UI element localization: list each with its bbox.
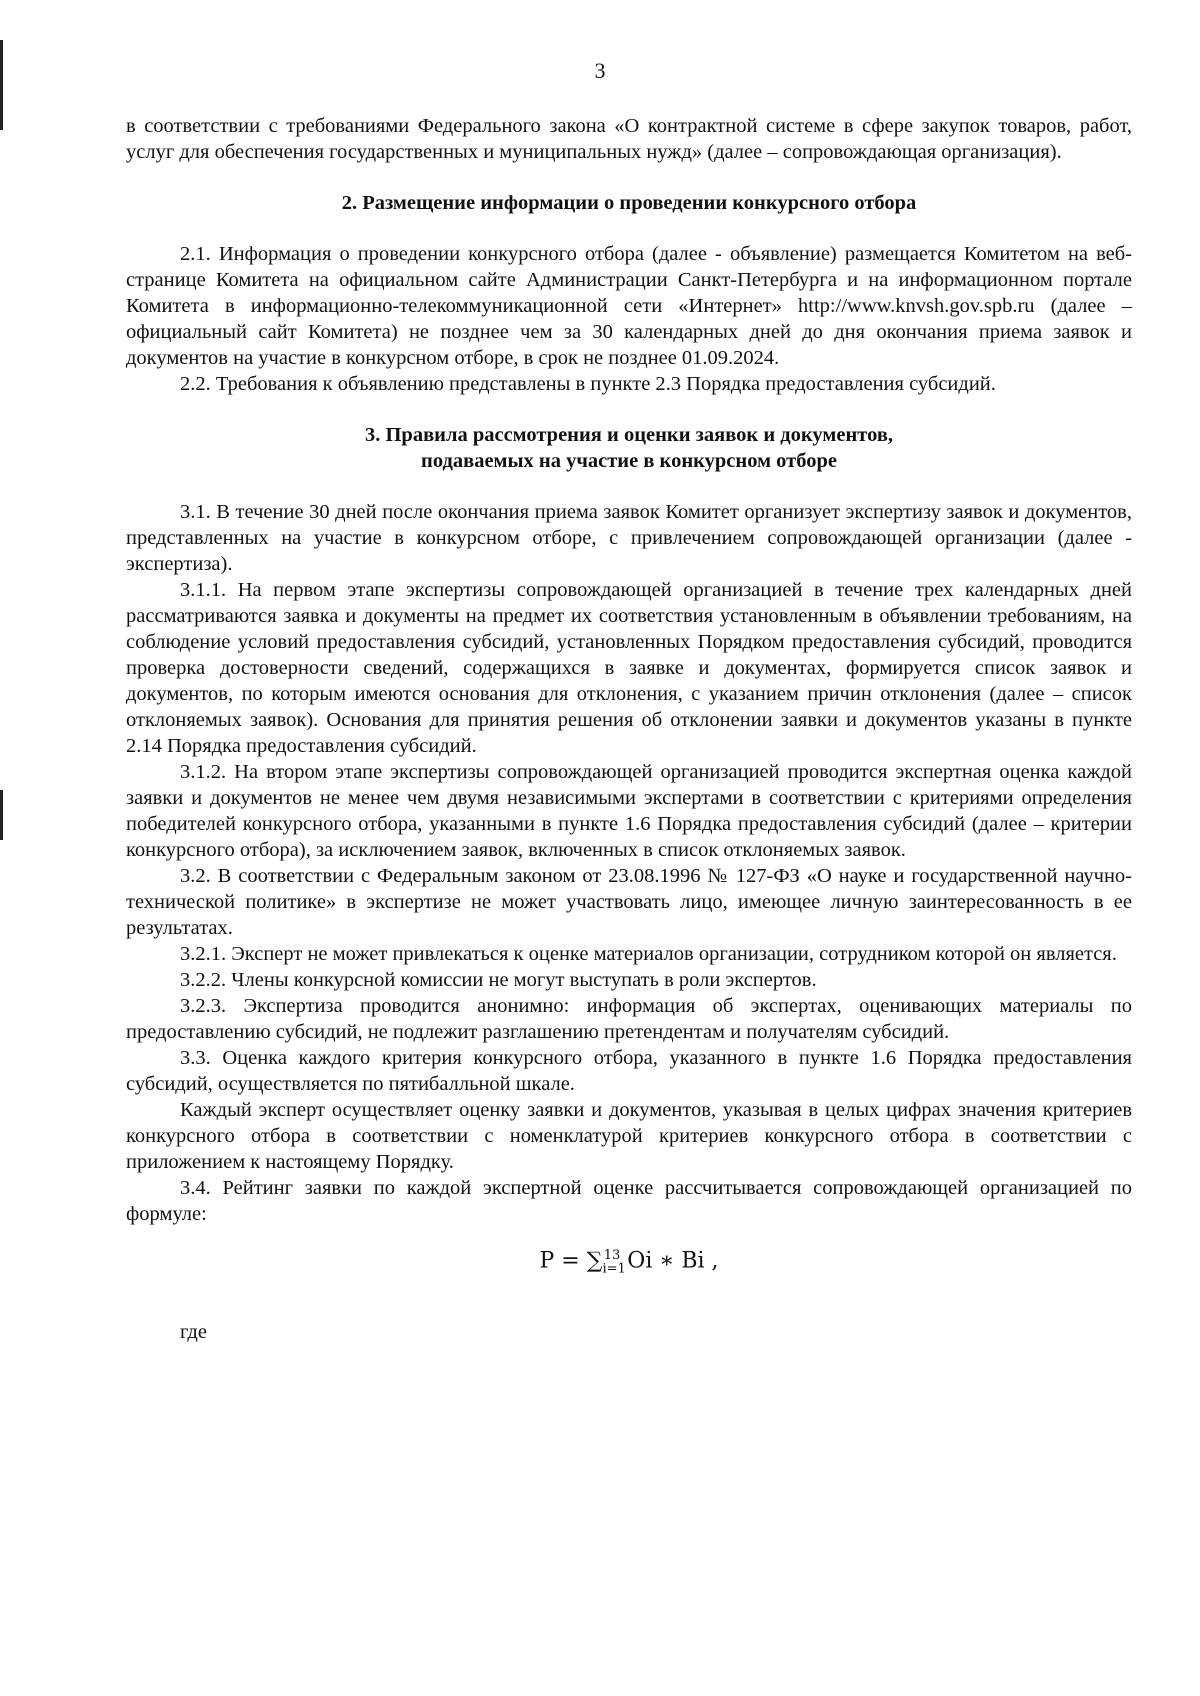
paragraph-3-2-3: 3.2.3. Экспертиза проводится анонимно: информация об экспертах, оценивающих материалы по предоставлению субсидий, не подлежит разглашению претендентам и получателям субсидий.	[126, 995, 1132, 1043]
scan-edge-mark	[0, 40, 3, 130]
paragraph-3-3: 3.3. Оценка каждого критерия конкурсного отбора, указанного в пункте 1.6 Порядка предоставления субсидий, осуществляется по пятибалльной шкале.	[126, 1047, 1132, 1095]
paragraph-3-2-1: 3.2.1. Эксперт не может привлекаться к оценке материалов организации, сотрудником которой он является.	[180, 943, 1117, 965]
paragraph-2-2: 2.2. Требования к объявлению представлены в пункте 2.3 Порядка предоставления субсидий.	[180, 373, 996, 395]
scan-edge-mark	[0, 790, 3, 840]
paragraph-3-4: 3.4. Рейтинг заявки по каждой экспертной оценке рассчитывается сопровождающей организацией по формуле:	[126, 1177, 1132, 1225]
formula-upper-limit: 13	[603, 1248, 621, 1263]
section-2-heading: 2. Размещение информации о проведении конкурсного отбора	[341, 192, 917, 214]
where-label: где	[180, 1320, 207, 1343]
intro-paragraph: в соответствии с требованиями Федерального закона «О контрактной системе в сфере закупок товаров, работ, услуг для обеспечения государственных и муниципальных нужд» (далее – сопровождающая организация).	[126, 115, 1132, 163]
paragraph-3-1: 3.1. В течение 30 дней после окончания приема заявок Комитет организует экспертизу заявок и документов, представленных на участие в конкурсном отборе, с привлечением сопровождающей организации (далее - экспертиза).	[126, 501, 1132, 575]
formula-body: Oi ∗ Bi ,	[620, 1248, 719, 1274]
document-body	[126, 113, 1132, 1345]
paragraph-3-3-criteria: Каждый эксперт осуществляет оценку заявки и документов, указывая в целых цифрах значения критериев конкурсного отбора в соответствии с номенклатурой критериев конкурсного отбора в соответствии с приложением к настоящему Порядку.	[126, 1099, 1132, 1173]
paragraph-3-1-2: 3.1.2. На втором этапе экспертизы сопровождающей организацией проводится экспертная оценка каждой заявки и документов не менее чем двумя независимыми экспертами в соответствии с критериями определения победителей конкурсного отбора, указанными в пункте 1.6 Порядка предоставления субсидий (далее – критерии конкурсного отбора), за исключением заявок, включенных в список отклоняемых заявок.	[126, 761, 1132, 861]
formula-sum-symbol: ∑	[586, 1248, 603, 1274]
page-number: 3	[594, 58, 606, 83]
paragraph-3-1-1: 3.1.1. На первом этапе экспертизы сопровождающей организацией в течение трех календарных дней рассматриваются заявка и документы на предмет их соответствия установленным в объявлении требованиям, на соблюдение условий предоставления субсидий, установленных Порядком предоставления субсидий, проводится проверка достоверности сведений, содержащихся в заявке и документах, формируется список заявок и документов, по которым имеются основания для отклонения, с указанием причин отклонения (далее – список отклоняемых заявок). Основания для принятия решения об отклонении заявки и документов указаны в пункте 2.14 Порядка предоставления субсидий.	[126, 579, 1132, 757]
paragraph-2-1: 2.1. Информация о проведении конкурсного отбора (далее - объявление) размещается Комитетом на веб-странице Комитета на официальном сайте Администрации Санкт-Петербурга и на информационном портале Комитета в информационно-телекоммуникационной сети «Интернет» http://www.knvsh.gov.spb.ru (далее – официальный сайт Комитета) не позднее чем за 30 календарных дней до дня окончания приема заявок и документов на участие в конкурсном отборе, в срок не позднее 01.09.2024.	[126, 243, 1132, 369]
paragraph-3-2: 3.2. В соответствии с Федеральным законом от 23.08.1996 № 127-ФЗ «О науке и государственной научно-технической политике» в экспертизе не может участвовать лицо, имеющее личную заинтересованность в ее результатах.	[126, 865, 1132, 939]
paragraph-3-2-2: 3.2.2. Члены конкурсной комиссии не могут выступать в роли экспертов.	[180, 969, 817, 991]
section-3-heading-line2: подаваемых на участие в конкурсном отборе	[421, 450, 837, 472]
formula-lower-limit: i=1	[602, 1261, 626, 1277]
rating-formula	[126, 1241, 1132, 1285]
section-3-heading	[126, 422, 1132, 474]
section-3-heading-line1: 3. Правила рассмотрения и оценки заявок и документов,	[364, 424, 894, 446]
formula-lhs: P =	[539, 1248, 587, 1274]
